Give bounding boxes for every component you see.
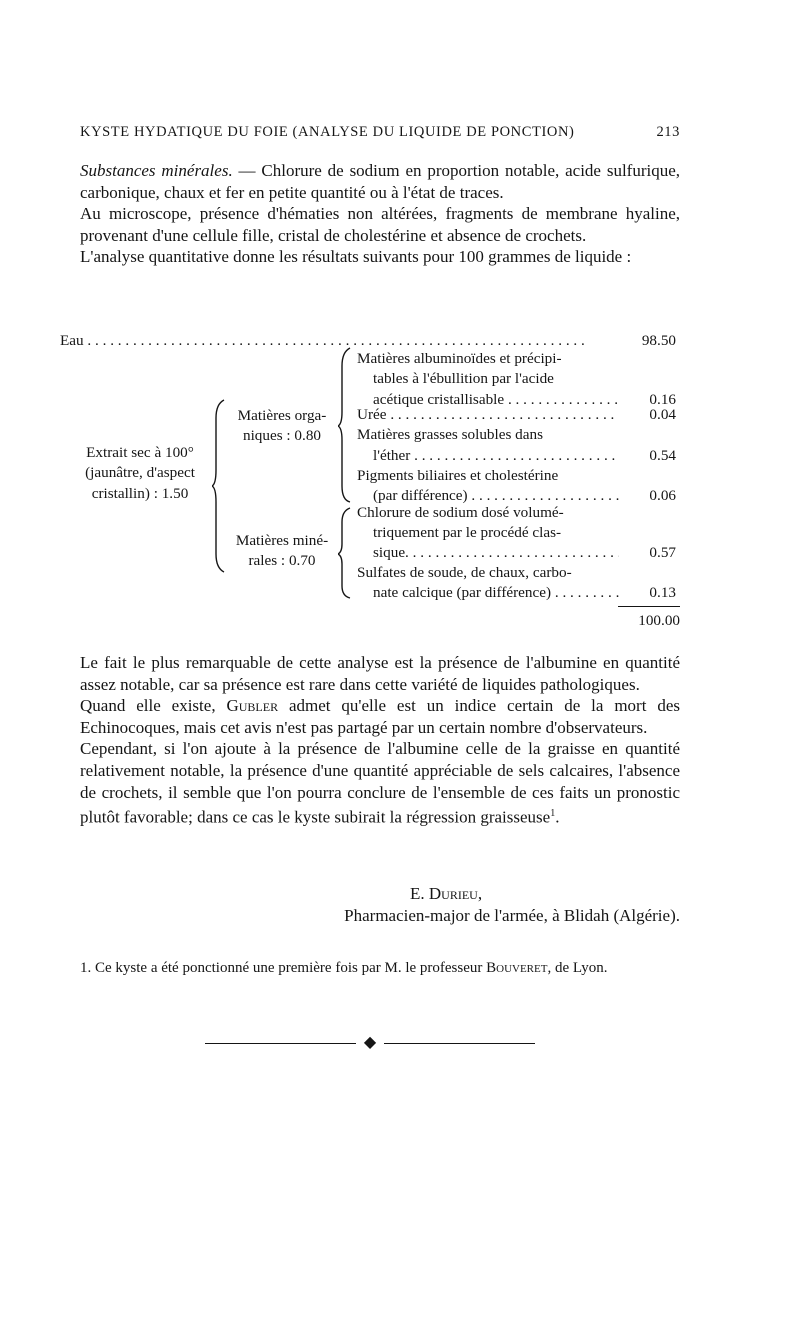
grasses-line2: l'éther . . . [373,446,619,466]
sulfates-line1: Sulfates de soude, de chaux, carbo- [357,564,572,581]
eau-value: 98.50 [641,332,676,349]
pigments-line2: (par différence) . . . [373,486,619,506]
running-header [80,124,680,141]
substances-paragraph [80,160,680,203]
brace-minerales [338,506,352,600]
body-block [80,652,680,828]
microscope-paragraph: Au microscope, présence d'hématies non altérées, fragments de membrane hyaline, provenant d'une cellule fille, cristal de cholestérine et absence de crochets. [80,204,680,245]
chlorure-value: 0.57 [649,544,676,561]
author-bouveret: Bouveret [486,960,548,976]
eau-label: Eau . . . [60,331,620,351]
chlorure-line2: triquement par le procédé clas- [373,524,562,541]
chlorure-line1: Chlorure de sodium dosé volumé- [357,504,564,521]
sulfates-value: 0.13 [649,584,676,601]
chlorure-line3: sique. . . . [373,543,619,563]
grasses-value: 0.54 [649,447,676,464]
pigments-line1: Pigments biliaires et cholestérine [357,467,559,484]
uree-value: 0.04 [649,406,676,423]
footnote-ref: 1 [550,808,556,820]
organiques-label: Matières orga- niques : 0.80 [237,407,327,445]
quantitative-paragraph: L'analyse quantitative donne les résultats suivants pour 100 grammes de liquide : [80,247,632,267]
total-value: 100.00 [638,612,680,629]
brace-organiques [338,346,352,504]
minerales-label: Matières miné- rales : 0.70 [235,532,329,570]
brace-extrait [212,398,226,574]
running-title: KYSTE HYDATIQUE DU FOIE (ANALYSE DU LIQUIDE DE PONCTION) [80,124,575,140]
grasses-line1: Matières grasses solubles dans [357,426,544,443]
albumin-line3: acétique cristallisable . . . [373,390,619,410]
total-rule [618,606,680,607]
page-number: 213 [656,124,680,140]
paragraph-conclusion: Cependant, si l'on ajoute à la présence de l'albumine celle de la graisse en quantité relativement notable, la présence d'une quantité appréciable de sels calcaires, l'absence de crochets, il semble que l'on pourra conclure de l'ensemble de ces faits un pronostic plutôt favorable; dans ce cas le kyste subirait la régression graisseuse$^1$. [80,739,680,827]
sulfates-line2: nate calcique (par différence) . . . [373,583,619,603]
substances-label: Substances minérales. [80,161,233,180]
albumin-value: 0.16 [649,391,676,408]
footnote: 1. Ce kyste a été ponctionné une première fois par M. le professeur Bouveret, de Lyon. [80,960,608,976]
paragraph-gubler: Quand elle existe, Gubler admet qu'elle est un indice certain de la mort des Echinocoques, mais cet avis n'est pas partagé par un certain nombre d'observateurs. [80,696,680,737]
substances-text: — Chlorure de sodium en proportion notable, acide sulfurique, carbonique, chaux et fer en petite quantité ou à l'état de traces. [80,161,681,202]
extrait-sec-label: Extrait sec à 100° (jaunâtre, d'aspect cristallin) : 1.50 [85,444,195,502]
intro-block [80,160,680,268]
ornament-diamond: ◆ [356,1033,384,1053]
author-gubler: Gubler [226,696,279,716]
albumin-text: Matières albuminoïdes et précipi- tables à l'ébullition par l'acide [357,350,562,388]
signature-name: E. Durieu, [410,884,483,903]
paragraph-albumine: Le fait le plus remarquable de cette analyse est la présence de l'albumine en quantité assez notable, car sa présence est rare dans cette variété de liquides pathologiques. [80,653,680,694]
uree-label: Urée . . . [357,405,619,425]
signature-title: Pharmacien-major de l'armée, à Blidah (Algérie). [344,906,680,925]
pigments-value: 0.06 [649,487,676,504]
